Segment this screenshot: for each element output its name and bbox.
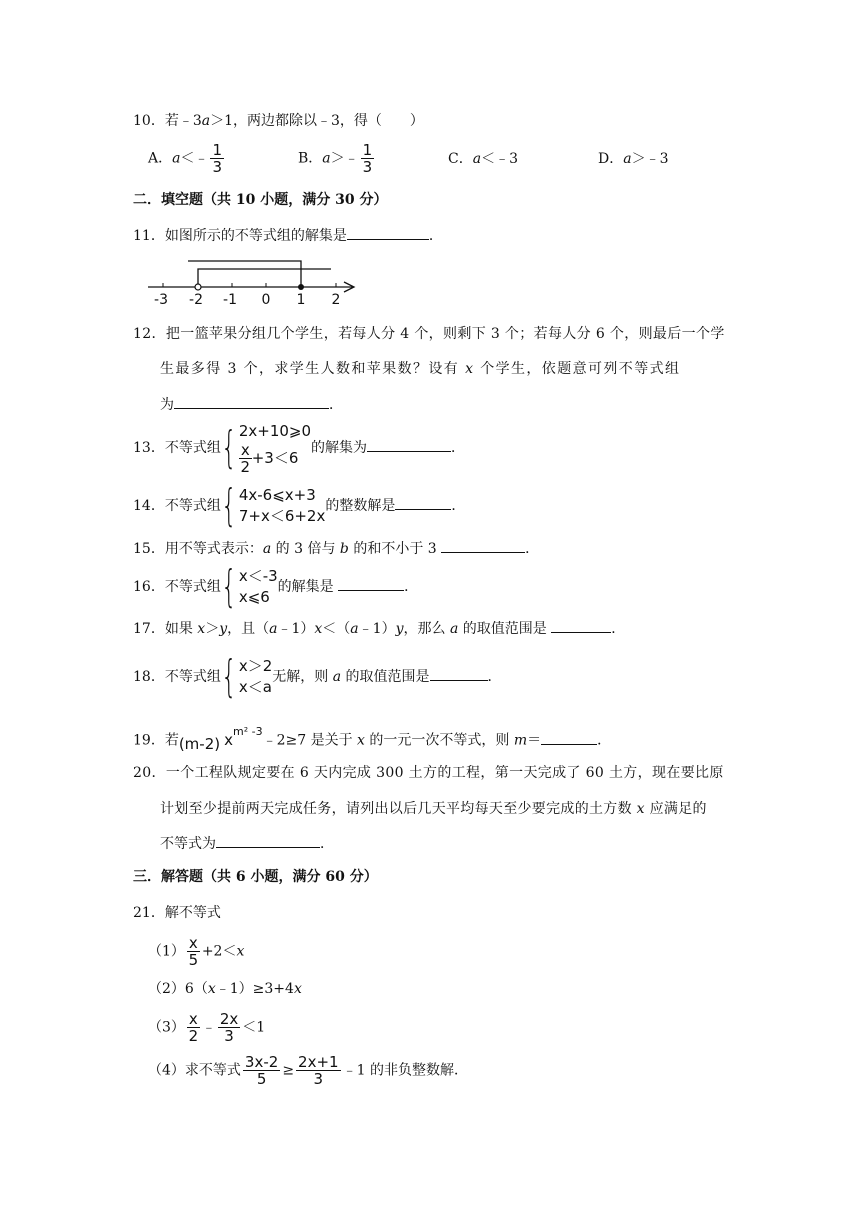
text: 求不等式 [184,1062,241,1079]
text: ． [320,836,334,852]
q15 [133,538,539,560]
answer-blank[interactable] [541,730,597,745]
text: 个学生，依题意可列不等式组 [474,361,681,377]
var: a [262,541,272,557]
text: ，那么 [403,621,450,637]
denominator: 3 [313,1070,324,1088]
var: x [197,621,206,637]
text: ＜1 [242,1019,266,1036]
question-number: 11． [133,228,165,244]
numerator: 1 [362,141,373,159]
var: x [465,361,475,377]
var: a [332,669,342,685]
text: ． [428,228,443,244]
system-row: x＞2 [238,657,273,675]
question-number: 16． [133,579,165,595]
var: a [350,621,359,637]
var: a [269,621,278,637]
text: ＞ [205,621,220,637]
text: ． [404,579,419,595]
fraction [296,1054,341,1087]
denominator: 3 [224,1027,234,1045]
q14 [133,480,466,531]
text: ． [487,669,502,685]
system-row: 7+x＜6+2x [238,507,326,525]
answer-blank[interactable] [395,495,451,510]
q21-title: 21．解不等式 [133,905,221,921]
text: ﹣1 的非负整数解． [342,1062,468,1079]
q10-option-c [448,148,518,170]
text: ﹣1） [358,621,396,637]
text: ﹣1）≥3+4 [215,981,294,997]
fraction [187,1011,200,1044]
question-number: 10． [133,113,165,129]
fraction [187,935,200,968]
var: x [293,981,302,997]
var: a [201,113,211,129]
q10-option-a [148,142,226,175]
brace: { [221,422,237,473]
question-number: 17． [133,621,165,637]
text: +2＜ [201,943,237,960]
question-number: 19． [133,732,165,749]
text: 的取值范围是 [458,621,552,637]
question-number: 13． [133,440,165,456]
q10-stem [133,110,424,132]
text: +3＜6 [251,449,299,467]
part-label: （4） [148,1062,185,1079]
text: 的一元一次不等式，则 [364,732,514,749]
numerator: 2x [219,1010,239,1028]
var: m [513,732,528,749]
system-row: x⩽6 [238,588,270,606]
fraction [218,1011,240,1044]
rel: ＜﹣ [180,150,209,167]
var: x [236,943,245,960]
fraction [239,442,252,475]
rel: ＞﹣3 [631,151,669,167]
inequality-system [221,480,326,531]
tick-label: -2 [189,292,203,308]
option-label: B． [298,150,323,167]
text: 的解集为 [311,440,368,456]
text: ＜（ [322,621,351,637]
text: ． [451,440,466,456]
text: 的和不小于 3 [348,541,442,557]
ray-x-at-most-1 [188,261,301,287]
numerator: x [188,1010,198,1028]
text: 为 [160,397,174,413]
coefficient: (m-2) [178,734,221,753]
text: ﹣ [201,1019,216,1036]
answer-blank[interactable] [174,394,329,409]
text: 的 3 倍与 [271,541,340,557]
denominator: 5 [188,951,199,969]
system-row [239,442,311,475]
answer-blank[interactable] [216,833,320,848]
text: 6（ [184,981,208,997]
answer-blank[interactable] [338,576,404,591]
tick-label: 0 [261,292,271,308]
text: 用不等式表示： [164,541,263,557]
option-label: A． [148,150,173,167]
answer-blank[interactable] [430,666,488,681]
text: 无解，则 [272,669,333,685]
question-number: 18． [133,669,165,685]
brace: { [221,480,237,531]
q16 [133,561,419,612]
inequality-system [221,561,278,612]
numerator: x [188,934,198,952]
var: a [322,150,331,167]
numerator: 3x-2 [244,1053,279,1071]
var: b [339,541,349,557]
part-label: （3） [148,1019,185,1036]
q20-line3 [160,833,334,855]
section-heading: 二．填空题（共 10 小题，满分 30 分） [133,192,388,208]
brace: { [221,561,237,612]
part-label: （1） [148,943,185,960]
option-label: C． [448,151,473,167]
denominator: 2 [188,1027,199,1045]
text: 不等式组 [164,498,221,514]
number-line-figure [140,256,370,308]
closed-dot [298,284,304,290]
section-heading: 三．解答题（共 6 小题，满分 60 分） [133,869,378,885]
system-row: 4x-6⩽x+3 [238,486,316,504]
text: 生最多得 3 个，求学生人数和苹果数？设有 [160,361,466,377]
var: a [472,151,482,167]
q20-line2 [160,798,707,820]
var: x [314,621,323,637]
tick-label: 1 [296,292,306,308]
question-number: 14． [133,498,165,514]
q18 [133,651,502,702]
brace: { [221,651,237,702]
text: 不等式组 [164,669,221,685]
rel: ＜﹣3 [481,151,518,167]
var: y [219,621,228,637]
q12-line2 [160,358,680,380]
q13 [133,421,465,475]
q21-part4 [148,1054,468,1087]
text: 如图所示的不等式组的解集是 [164,228,347,244]
denominator: 3 [212,158,223,176]
text: ． [611,621,626,637]
q10-option-d [598,148,669,170]
text: 若﹣3 [164,113,202,129]
text: ． [329,397,343,413]
var: a [449,621,459,637]
rel: ＞﹣ [330,150,359,167]
text: 的整数解是 [325,498,396,514]
system-row: 2x+10⩾0 [238,422,312,440]
ray-x-greater-than-minus-2 [198,269,331,287]
text: ． [525,541,540,557]
system-row: x＜a [238,678,272,696]
inequality-system [221,651,273,702]
var: a [172,150,181,167]
q10-option-b [298,142,376,175]
text: 如果 [164,621,198,637]
q19 [133,723,611,754]
answer-blank[interactable] [347,225,429,240]
text: 若 [164,732,179,749]
exponent: m² -3 [233,725,263,738]
text: 不等式为 [160,836,216,852]
tick-label: 2 [331,292,341,308]
system-row: x＜-3 [238,567,278,585]
answer-blank[interactable] [367,437,451,452]
numerator: 2x+1 [298,1053,339,1071]
text: ，且（ [227,621,270,637]
answer-blank[interactable] [551,618,611,633]
fraction [210,142,224,175]
q12-line3 [160,394,343,416]
var: x [636,801,645,817]
inequality-system [221,421,311,475]
text: 的解集是 [277,579,339,595]
text: ＝ [527,732,542,749]
tick-label: -3 [154,292,168,308]
text: 不等式组 [164,579,221,595]
text: 的取值范围是 [341,669,430,685]
question-number: 15． [133,541,165,557]
q21-part1 [148,935,244,968]
base: x [224,730,233,749]
q17 [133,618,625,640]
q11-stem [133,225,443,247]
denominator: 2 [240,458,251,476]
var: x [207,981,216,997]
text: 应满足的 [644,801,707,817]
var: a [623,151,632,167]
text: 不等式组 [164,440,221,456]
answer-blank[interactable] [441,538,525,553]
var: x [357,732,365,749]
numerator: x [240,441,250,459]
q21-part3 [148,1011,265,1044]
open-dot [195,284,201,290]
text: ＞1，两边都除以﹣3，得（ ） [210,113,424,129]
text: ﹣2≥7 是关于 [262,732,358,749]
text: ． [451,498,466,514]
text: 计划至少提前两天完成任务，请列出以后几天平均每天至少要完成的土方数 [160,801,637,817]
denominator: 3 [362,158,373,176]
option-label: D． [598,151,624,167]
denominator: 5 [256,1070,267,1088]
q21-part2 [148,978,302,1000]
text: ≥ [282,1062,295,1079]
q12-line1: 12．把一篮苹果分组几个学生，若每人分 4 个，则剩下 3 个；若每人分 6 个，则最后一个学 [133,326,725,342]
q20-line1: 20．一个工程队规定要在 6 天内完成 300 土方的工程，第一天完成了 60 土方，现在要比原 [133,765,724,781]
text: ． [597,732,612,749]
var: y [395,621,404,637]
text: ﹣1） [277,621,315,637]
tick-label: -1 [223,292,237,308]
fraction [361,142,375,175]
numerator: 1 [212,141,223,159]
fraction [243,1054,280,1087]
part-label: （2） [148,981,185,997]
